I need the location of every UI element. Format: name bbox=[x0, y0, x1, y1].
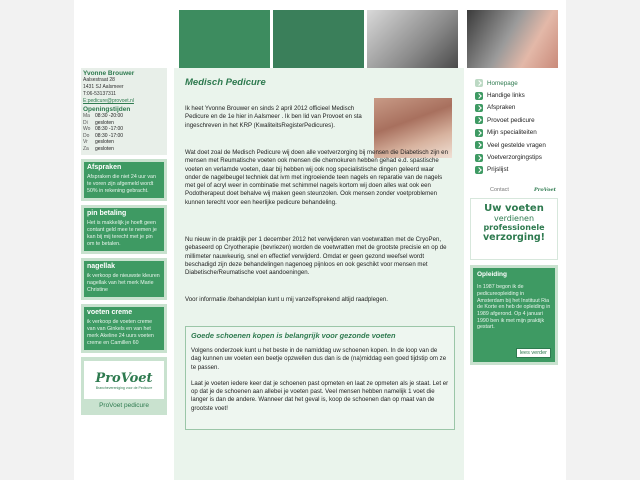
checkmark-icon bbox=[475, 104, 483, 112]
nav-item-prijslijst[interactable] bbox=[470, 164, 558, 176]
nav-item-handige-links[interactable] bbox=[470, 89, 558, 101]
nav-label: Veel gestelde vragen bbox=[487, 141, 546, 149]
provoet-logo[interactable] bbox=[84, 361, 164, 399]
checkmark-icon bbox=[475, 141, 483, 149]
right-sidebar bbox=[470, 68, 558, 365]
intro-paragraph: Ik heet Yvonne Brouwer en sinds 2 april 2012 officieel Medisch Pedicure en de 1e hier in Aalsmeer . Ik ben lid van Provoet en sta ingeschreven in het KRP (KwaliteitsRegisterPedicures). bbox=[185, 105, 362, 129]
nav-item-voetverzorgingstips[interactable] bbox=[470, 151, 558, 163]
checkmark-icon bbox=[475, 92, 483, 100]
nav-item-specialiteiten[interactable] bbox=[470, 127, 558, 139]
info-paragraph: Voor informatie /behandelplan kunt u mij vanzelfsprekend altijd raadplegen. bbox=[185, 296, 388, 303]
provoet-logo-box[interactable] bbox=[81, 357, 167, 415]
left-sidebar bbox=[81, 68, 167, 415]
page-title: Medisch Pedicure bbox=[185, 77, 266, 88]
promo-banner bbox=[470, 198, 558, 260]
hours-time: 08:30 -17:00 bbox=[95, 132, 124, 139]
opleiding-text: In 1987 begon ik de pedicureopleiding in Amsterdam bij het Instituut Ria de Korte en heb de opleiding in 1989 afgerond. Op 4 januari 1990 ben ik met mijn praktijk gestart. bbox=[477, 284, 551, 331]
logo-text: ProVoet bbox=[95, 370, 153, 386]
box-title: voeten creme bbox=[87, 309, 133, 316]
contact-phone: T:06-53137311 bbox=[83, 91, 116, 97]
logo-caption: ProVoet pedicure bbox=[99, 402, 149, 409]
nav-label: Homepage bbox=[487, 79, 518, 87]
services-paragraph: Wat doet zoal de Medisch Pedicure wij doen alle voetverzorging bij mensen die Diabetisch zijn en mensen met Reumatische voeten ook mensen die chemokuren hebben gehad e.d. spastische voeten en verlamde voeten, daar bij hebben wij ook nog specialistische dingen geleerd waar onder de nagelbeugel techniek dat ivm met ingroeiende teen nagels en reparatie van de nagels met gel of acryl weer in combinatie met schimmel nagels kortom wij doen alles wat ook een Podotherapeut doet behalve wij maken geen steunzolen. Ook mensen zonder voetproblemen kunnen terecht voor een heerlijke pedicure behandeling. bbox=[185, 149, 448, 206]
box-afspraken bbox=[81, 159, 167, 201]
checkmark-icon bbox=[475, 154, 483, 162]
box-voeten-creme bbox=[81, 304, 167, 353]
cryopen-paragraph: Nu nieuw in de praktijk per 1 december 2012 het verwijderen van voetwratten met de CryoPen, gebaseerd op Cryotherapie (bevriezen) worden de voetwratten met de grootste precisie en op de millimeter nauwkeurig, snel en effectief verwijderd. Omdat er geen gezond weefsel wordt beschadigd zijn deze behandelingen nagenoeg pijnloos en ook geschikt voor mensen met Diabetische/Reumatische voet aandoeningen. bbox=[185, 236, 447, 277]
box-pin-betaling bbox=[81, 205, 167, 254]
tip-title: Goede schoenen kopen is belangrijk voor gezonde voeten bbox=[191, 331, 396, 340]
nav-label: Mijn specialiteiten bbox=[487, 129, 537, 137]
promo-line: verdienen bbox=[493, 214, 535, 224]
opleiding-title: Opleiding bbox=[477, 271, 507, 279]
nav-label: Provoet pedicure bbox=[487, 116, 535, 124]
nav-item-faq[interactable] bbox=[470, 139, 558, 151]
hours-time: 08:30 -20:00 bbox=[95, 113, 124, 119]
hours-time: gesloten bbox=[95, 145, 114, 152]
shoe-tip-box bbox=[185, 326, 455, 430]
promo-line: Uw voeten bbox=[484, 203, 544, 215]
opleiding-box bbox=[470, 265, 558, 365]
box-text: Het is makkelijk je hoeft geen contant geld mee te nemen je kan bij mij terecht met je pin om te betalen. bbox=[87, 220, 157, 247]
contact-name: Yvonne Brouwer bbox=[83, 70, 135, 77]
nav-label: Handige links bbox=[487, 92, 525, 100]
opening-hours-title: Openingstijden bbox=[83, 106, 131, 113]
main-nav bbox=[470, 68, 558, 176]
nav-label: Afspraken bbox=[487, 104, 516, 112]
box-title: Afspraken bbox=[87, 164, 122, 171]
checkmark-icon bbox=[475, 129, 483, 137]
contact-email-link[interactable]: E:pedicure@provoet.nl bbox=[83, 98, 134, 104]
main-content bbox=[174, 68, 464, 480]
contact-street: Aalsestraat 28 bbox=[83, 77, 115, 83]
hours-day: Ma bbox=[83, 113, 90, 119]
provoet-mini-logo[interactable]: ProVoet bbox=[534, 187, 556, 194]
box-title: pin betaling bbox=[87, 210, 127, 217]
hours-time: 08:30 -17:00 bbox=[95, 126, 124, 132]
box-text: Afspraken die niet 24 uur van te voren zijn afgemeld wordt 50% in rekening gebracht. bbox=[87, 174, 156, 194]
hours-time: gesloten bbox=[95, 139, 114, 145]
tip-paragraph: Volgens onderzoek kunt u het beste in de namiddag uw schoenen kopen. In de loop van de dag kunnen uw voeten een beetje opzwellen dus dan is de (na)middag een goed tijdstip om ze te passen. bbox=[191, 347, 447, 371]
contact-link[interactable]: Contact bbox=[490, 187, 509, 194]
contact-row bbox=[470, 185, 558, 195]
header-green-block-1 bbox=[179, 10, 270, 68]
hours-day: Di bbox=[83, 119, 88, 126]
checkmark-icon bbox=[475, 116, 483, 124]
checkmark-icon bbox=[475, 166, 483, 174]
promo-line: professionele bbox=[483, 223, 545, 233]
nav-item-afspraken[interactable] bbox=[470, 102, 558, 114]
hours-day: Do bbox=[83, 132, 90, 139]
logo-subtitle: Branchevereniging voor de Pedicure bbox=[95, 385, 153, 390]
nav-item-homepage[interactable] bbox=[470, 77, 558, 89]
read-more-button[interactable]: lees verder bbox=[516, 348, 551, 358]
tip-paragraph: Laat je voeten iedere keer dat je schoenen past opmeten en laat ze opmeten als je staat. Let er op dat je de schoenen aan allebei je voeten past. Veel mensen hebben namelijk 1 voet die langer is dan de andere. Wanneer dat het geval is, koop de schoenen dan op maat van de grootste voet! bbox=[191, 379, 449, 412]
contact-card bbox=[81, 68, 167, 155]
promo-line: verzorging! bbox=[482, 232, 545, 244]
hours-day: Wo bbox=[83, 126, 91, 132]
header-photo-foot bbox=[467, 10, 558, 68]
box-title: nagellak bbox=[87, 263, 116, 270]
box-text: ik verkoop de nieuwste kleuren nagellak van het merk Marie Christine bbox=[87, 273, 160, 293]
nav-label: Prijslijst bbox=[487, 166, 509, 174]
header-photo-tools bbox=[367, 10, 458, 68]
hours-day: Vr bbox=[83, 139, 88, 145]
box-text: ik verkoop de voeten creme van van Ginkels en van het merk Akeline 24 uurs voeten creme en Camillen 60 bbox=[87, 319, 154, 346]
hours-day: Za bbox=[83, 145, 89, 152]
contact-city: 1431 SJ Aalsmeer bbox=[83, 84, 124, 90]
nav-item-provoet-pedicure[interactable] bbox=[470, 114, 558, 126]
header-green-block-2 bbox=[273, 10, 364, 68]
box-nagellak bbox=[81, 258, 167, 300]
hours-time: gesloten bbox=[95, 119, 114, 126]
nav-label: Voetverzorgingstips bbox=[487, 154, 542, 162]
checkmark-icon bbox=[475, 79, 483, 87]
hours-row bbox=[83, 146, 165, 153]
